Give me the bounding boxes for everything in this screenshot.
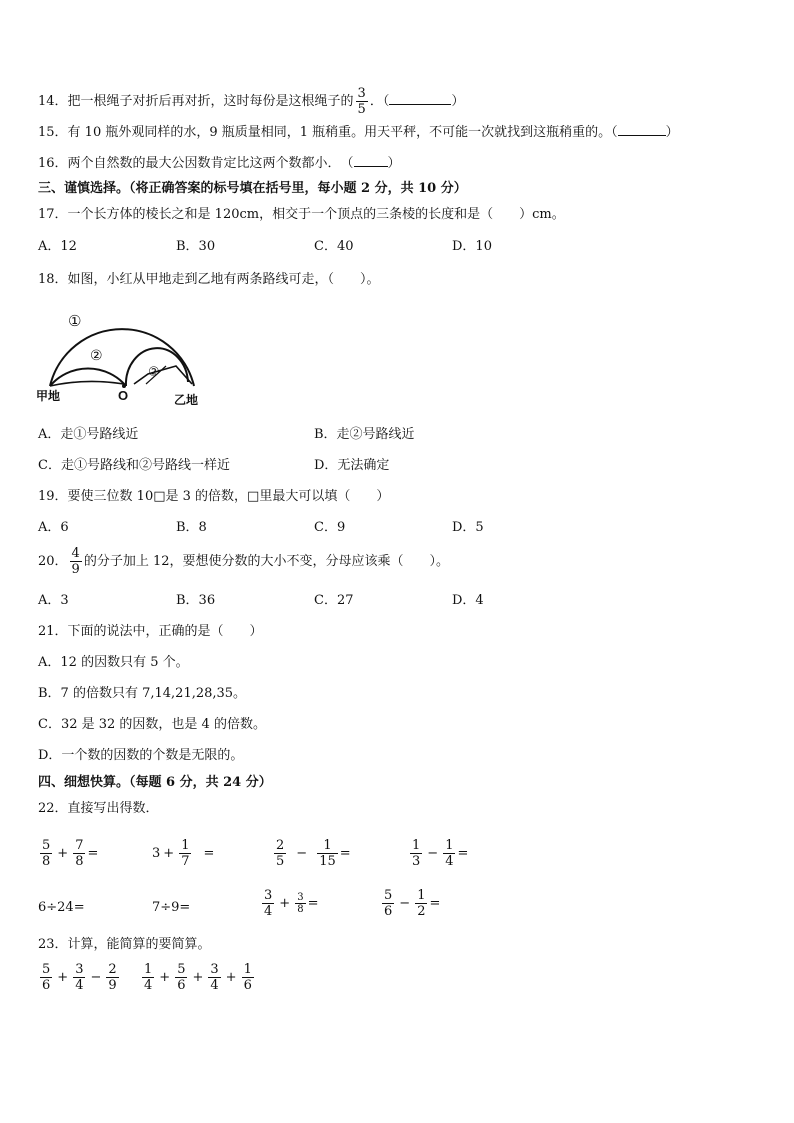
q17-option-c[interactable]: C．40 [314,239,354,254]
start-label: 甲地 [36,389,61,403]
q19-option-a[interactable]: A．6 [38,520,69,535]
route-2-label-right: ② [148,364,160,379]
answer-blank[interactable] [354,166,388,167]
q17-option-a[interactable]: A．12 [38,239,77,254]
q20-option-a[interactable]: A．3 [38,593,69,608]
section-3-heading: 三、谨慎选择。（将正确答案的标号填在括号里，每小题 2 分，共 10 分） [38,181,467,196]
question-21: 21．下面的说法中，正确的是（ ） [38,624,263,639]
question-22: 22．直接写出得数． [38,801,159,816]
q18-option-c[interactable]: C．走①号路线和②号路线一样近 [38,458,230,473]
q22-expr-5: 6÷24= [38,900,85,915]
q22-expr-2: 3 + $\frac{1}{7}$ = [152,838,215,869]
q22-expr-1: $\frac{5}{8}$ + $\frac{7}{8}$ = [42,838,99,869]
q20-fraction: $\frac{4}{9}$ [71,546,80,577]
question-20: 20． $\frac{4}{9}$ 的分子加上 12，要想使分数的大小不变，分母应该乘（ ）。 [38,546,450,577]
q18-option-d[interactable]: D．无法确定 [314,458,390,473]
q23-expr-2: $\frac{1}{4}$ + $\frac{5}{6}$ + $\frac{3}{4}$ + $\frac{1}{6}$ [144,962,252,993]
q22-expr-4: $\frac{1}{3}$ − $\frac{1}{4}$ = [412,838,469,869]
q21-option-c[interactable]: C．32 是 32 的因数，也是 4 的倍数。 [38,717,266,732]
question-19: 19．要使三位数 10□是 3 的倍数，□里最大可以填（ ） [38,489,390,504]
question-16: 16．两个自然数的最大公因数肯定比这两个数都小． （ ） [38,156,401,171]
q19-option-c[interactable]: C．9 [314,520,346,535]
section-4-heading: 四、细想快算。（每题 6 分，共 24 分） [38,775,272,790]
q20-option-b[interactable]: B．36 [176,593,216,608]
q14-fraction: $\frac{3}{5}$ [357,86,366,117]
q22-expr-8: $\frac{5}{6}$ − $\frac{1}{2}$ = [384,888,441,919]
q22-expr-6: 7÷9= [152,900,191,915]
question-18: 18．如图，小红从甲地走到乙地有两条路线可走，（ ）。 [38,272,380,287]
q22-expr-7: $\frac{3}{4}$ + $\frac{3}{8}$ = [264,888,319,919]
route-diagram [36,304,216,408]
q19-option-d[interactable]: D．5 [452,520,484,535]
q17-option-b[interactable]: B．30 [176,239,216,254]
q21-option-a[interactable]: A．12 的因数只有 5 个。 [38,655,189,670]
route-base-left [50,381,124,386]
q20-option-c[interactable]: C．27 [314,593,354,608]
q21-option-b[interactable]: B．7 的倍数只有 7,14,21,28,35。 [38,686,247,701]
route-2-label-left: ② [90,347,103,363]
q22-expr-3: $\frac{2}{5}$ − $\frac{1}{15}$ = [276,838,351,869]
route-1-arc [50,329,194,386]
question-17: 17．一个长方体的棱长之和是 120cm，相交于一个顶点的三条棱的长度和是（ ）cm。 [38,207,565,222]
q21-option-d[interactable]: D．一个数的因数的个数是无限的。 [38,748,244,763]
q23-expr-1: $\frac{5}{6}$ + $\frac{3}{4}$ − $\frac{2}{9}$ [42,962,117,993]
q20-option-d[interactable]: D．4 [452,593,484,608]
answer-blank[interactable] [618,135,666,136]
question-15: 15．有 10 瓶外观同样的水，9 瓶质量相同，1 瓶稍重。用天平秤，不可能一次就找到这瓶稍重的。（ ） [38,125,679,140]
q18-option-b[interactable]: B．走②号路线近 [314,427,415,442]
route-1-label: ① [68,313,82,330]
end-label: 乙地 [174,393,199,407]
q14-text: 14．把一根绳子对折后再对折，这时每份是这根绳子的 [38,94,354,109]
question-14: 14．把一根绳子对折后再对折，这时每份是这根绳子的 $\frac{3}{5}$ ．（ ） [38,86,465,117]
question-23: 23．计算，能简算的要简算。 [38,937,211,952]
q19-option-b[interactable]: B．8 [176,520,207,535]
q17-option-d[interactable]: D．10 [452,239,492,254]
q18-option-a[interactable]: A．走①号路线近 [38,427,139,442]
center-label: O [118,388,129,403]
answer-blank[interactable] [389,104,451,105]
